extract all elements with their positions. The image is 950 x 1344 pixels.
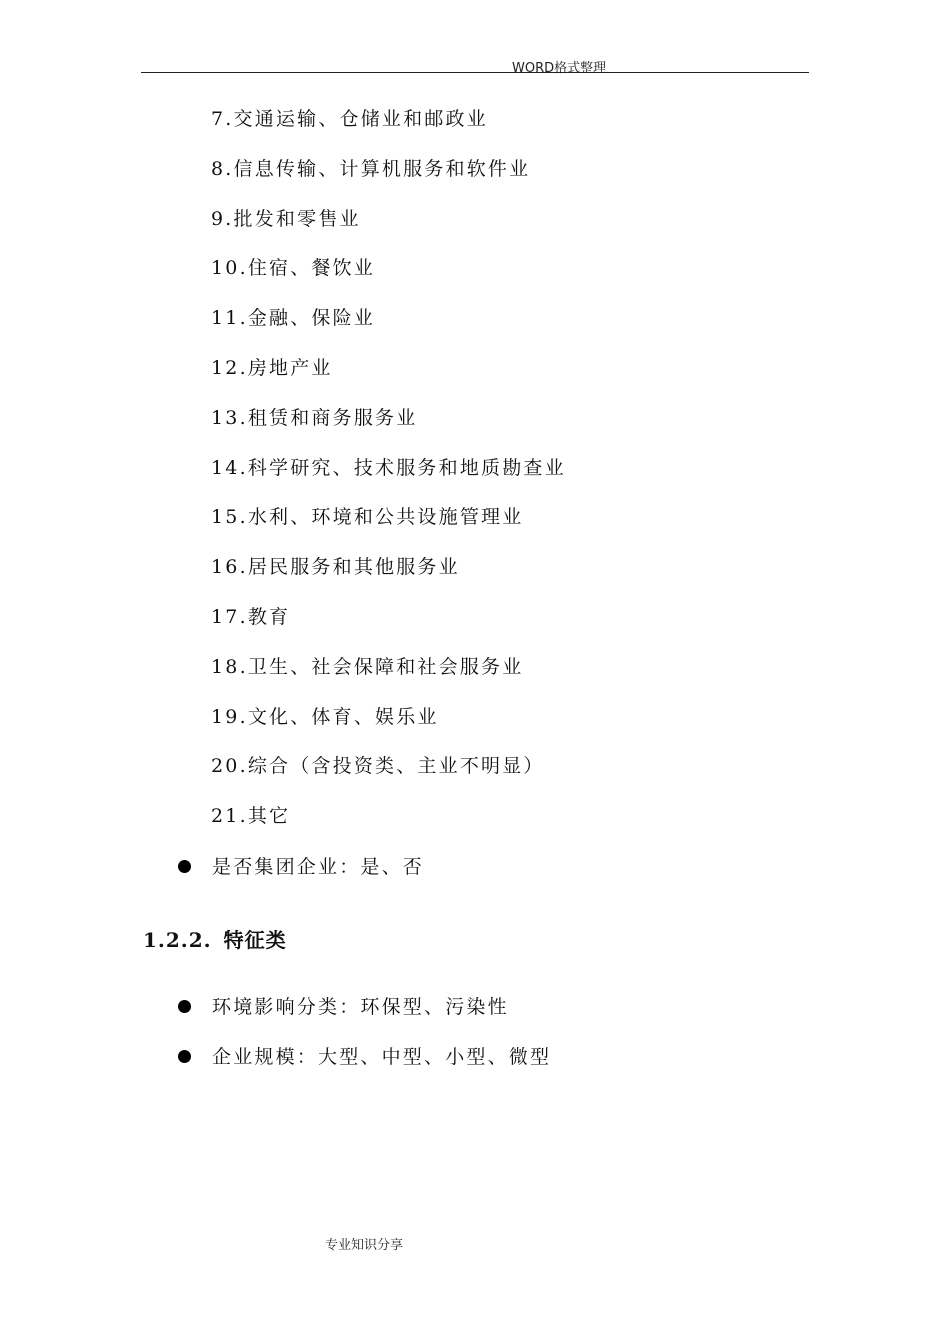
- list-item: 13.租赁和商务服务业: [211, 406, 418, 429]
- bullet-icon: [178, 1000, 191, 1013]
- list-item: 21.其它: [211, 805, 291, 828]
- bullet-text: 是否集团企业：是、否: [212, 856, 425, 878]
- list-item: 15.水利、环境和公共设施管理业: [211, 506, 524, 529]
- bullet-text: 环境影响分类：环保型、污染性: [212, 996, 509, 1018]
- header-divider: [141, 72, 809, 73]
- bullet-text: 企业规模：大型、中型、小型、微型: [212, 1046, 552, 1068]
- group-enterprise-bullet: [178, 852, 424, 882]
- feature-bullet: [178, 1042, 551, 1072]
- bullet-icon: [178, 1050, 191, 1063]
- list-item: 16.居民服务和其他服务业: [211, 556, 460, 579]
- list-item: 8.信息传输、计算机服务和软件业: [211, 157, 531, 180]
- feature-bullet: [178, 992, 509, 1022]
- section-title: 特征类: [223, 928, 287, 952]
- list-item: 20.综合（含投资类、主业不明显）: [211, 755, 545, 778]
- section-heading: [143, 924, 287, 956]
- list-item: 19.文化、体育、娱乐业: [211, 705, 439, 728]
- list-item: 18.卫生、社会保障和社会服务业: [211, 655, 524, 678]
- list-item: 7.交通运输、仓储业和邮政业: [211, 108, 488, 130]
- list-item: 11.金融、保险业: [211, 307, 376, 330]
- section-number: 1.2.2.: [143, 928, 212, 952]
- bullet-icon: [178, 860, 191, 873]
- industry-list: [211, 104, 566, 851]
- list-item: 9.批发和零售业: [211, 207, 361, 230]
- list-item: 17.教育: [211, 605, 291, 628]
- page-footer: 专业知识分享: [325, 1238, 404, 1253]
- list-item: 14.科学研究、技术服务和地质勘查业: [211, 456, 566, 479]
- list-item: 10.住宿、餐饮业: [211, 257, 376, 280]
- list-item: 12.房地产业: [211, 356, 333, 379]
- page-header-title: WORD格式整理: [512, 61, 607, 76]
